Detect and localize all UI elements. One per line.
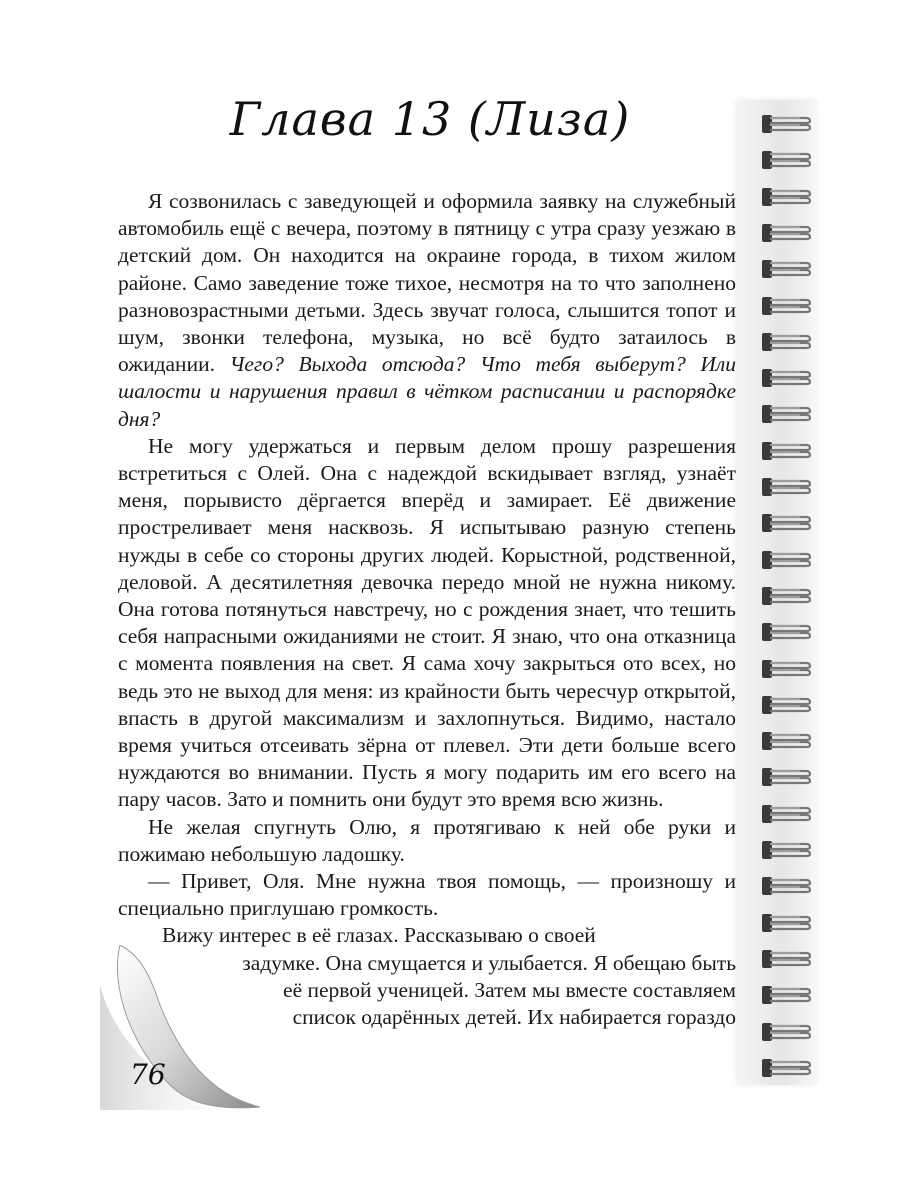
paragraph-5-line-2: задумке. Она смущается и улыбается. Я обещаю быть [242,950,736,975]
paragraph-5-line-4: список одарённых детей. Их набирается гораздо [292,1005,736,1030]
chapter-title: Глава 13 (Лиза) [229,92,631,146]
paragraph-1 [118,188,736,433]
spiral-ring-icon [760,366,812,390]
paragraph-5-line-3: её первой ученицей. Затем мы вместе составляем [283,977,736,1002]
spiral-ring-icon [760,475,812,499]
page-number: 76 [130,1058,166,1091]
spiral-ring-icon [760,1056,812,1080]
spiral-ring-icon [760,294,812,318]
chapter-text [118,188,736,1031]
spiral-ring-icon [760,620,812,644]
spiral-ring-icon [760,548,812,572]
spiral-ring-icon [760,402,812,426]
spiral-ring-icon [760,148,812,172]
spiral-ring-icon [760,221,812,245]
spiral-ring-icon [760,112,812,136]
spiral-ring-icon [760,838,812,862]
spiral-ring-icon [760,983,812,1007]
spiral-ring-icon [760,330,812,354]
spiral-ring-icon [760,439,812,463]
spiral-ring-icon [760,765,812,789]
paragraph-4: — Привет, Оля. Мне нужна твоя помощь, — произношу и специально приглушаю громкость. [118,869,736,921]
paragraph-1-text: Я созвонилась с заведующей и оформила заявку на служебный автомобиль ещё с вечера, поэтому в пятницу с утра сразу уезжаю в детский дом. Он находится на окраине города, в тихом жилом районе. Само заведение тоже тихое, несмотря на то что заполнено разновозрастными детьми. Здесь звучат голоса, слышится топот и шум, звонки телефона, музыка, но всё будто затаилось в ожидании. [118,189,736,377]
spiral-ring-icon [760,729,812,753]
spiral-ring-icon [760,802,812,826]
spiral-ring-icon [760,185,812,209]
spiral-ring-icon [760,1020,812,1044]
spiral-ring-icon [760,511,812,535]
spiral-ring-icon [760,693,812,717]
paragraph-2: Не могу удержаться и первым делом прошу разрешения встретиться с Олей. Она с надеждой вскидывает взгляд, узнаёт меня, порывисто дёргается вперёд и замирает. Её движение простреливает меня насквозь. Я испытываю разную степень нужды в себе со стороны других людей. Корыстной, родственной, деловой. А десятилетняя девочка передо мной не нужна никому. Она готова потянуться навстречу, но с рождения знает, что тешить себя напрасными ожиданиями не стоит. Я знаю, что она отказница с момента появления на свет. Я сама хочу закрыться ото всех, но ведь это не выход для меня: из крайности быть чересчур открытой, впасть в другой максимализм и захлопнуться. Видимо, настало время учиться отсеивать зёрна от плевел. Эти дети больше всего нуждаются во внимании. Пусть я могу подарить им его всего на пару часов. Зато и помнить они будут это время всю жизнь. [118,433,736,812]
page-curl-icon [100,945,270,1115]
spiral-ring-icon [760,584,812,608]
spiral-ring-icon [760,911,812,935]
spiral-ring-icon [760,657,812,681]
paragraph-5-line-1: Вижу интерес в её глазах. Рассказываю о своей [162,923,596,948]
spiral-ring-icon [760,874,812,898]
spiral-ring-icon [760,947,812,971]
paragraph-3: Не желая спугнуть Олю, я протягиваю к ней обе руки и пожимаю небольшую ладошку. [118,814,736,866]
paragraph-1-italic: Чего? Выхода отсюда? Что тебя выберут? Или шалости и нарушения правил в чётком расписании и распорядке дня? [118,352,736,431]
spiral-ring-icon [760,257,812,281]
